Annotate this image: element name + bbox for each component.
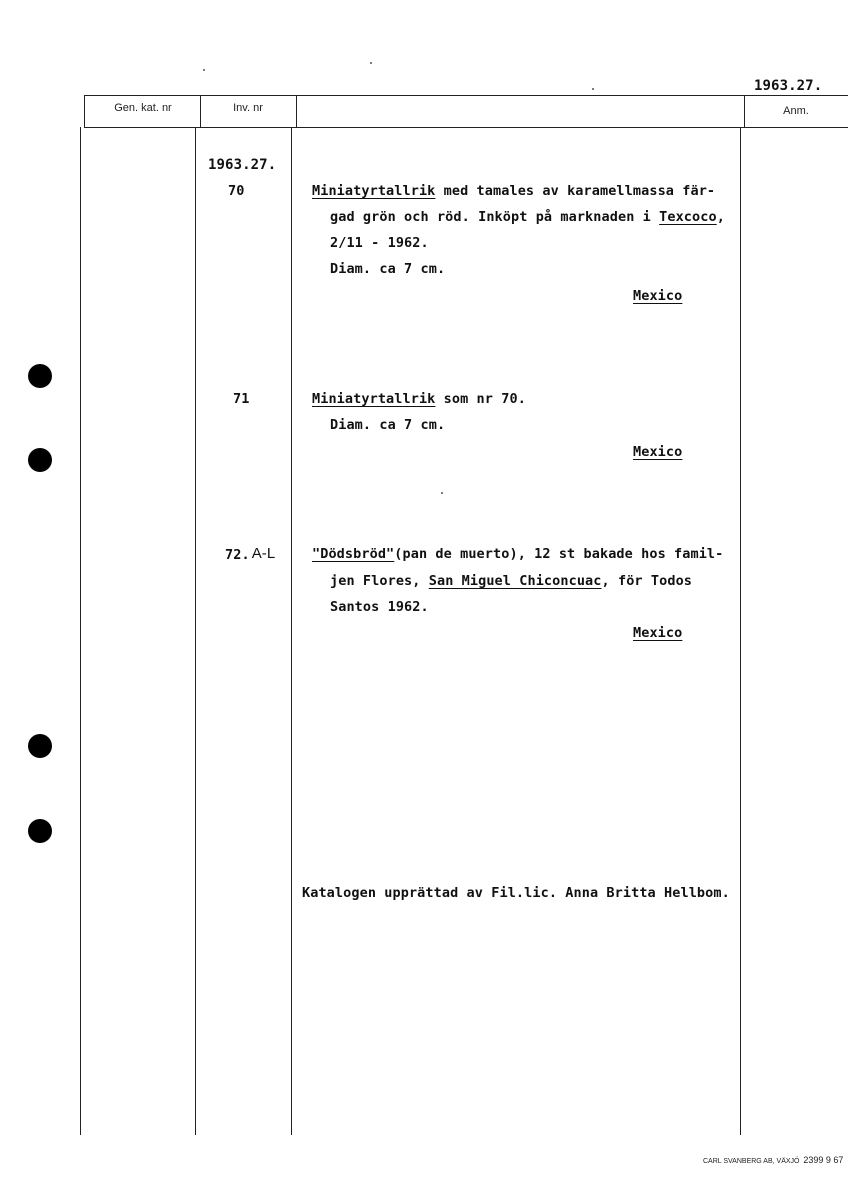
column-divider-left-body bbox=[80, 127, 81, 1135]
footer-form-code: 2399 9 67 bbox=[803, 1155, 844, 1165]
inv-nr-72-handwritten: A-L bbox=[251, 545, 276, 562]
column-divider-gen-inv bbox=[195, 127, 196, 1135]
series-number: 1963.27. bbox=[208, 157, 277, 173]
footer-printer: CARL SVANBERG AB, VÄXJÖ 2399 9 67 bbox=[703, 1155, 844, 1165]
entry-71-line-2: Diam. ca 7 cm. bbox=[330, 417, 446, 433]
entry-72-line-3: Santos 1962. bbox=[330, 599, 429, 615]
entry-70-line-3: 2/11 - 1962. bbox=[330, 235, 429, 251]
entry-70-place: Texcoco bbox=[659, 209, 717, 225]
punch-hole-3 bbox=[28, 734, 52, 758]
entry-70-line-2: gad grön och röd. Inköpt på marknaden i Texcoco, bbox=[330, 209, 725, 225]
column-divider-inv-desc-header bbox=[296, 95, 297, 127]
header-inv-nr: Inv. nr bbox=[233, 102, 263, 114]
column-divider-desc-anm bbox=[740, 127, 741, 1135]
header-bottom-rule bbox=[84, 127, 848, 128]
speck bbox=[441, 492, 443, 494]
column-divider-left-edge bbox=[84, 95, 85, 127]
punch-hole-2 bbox=[28, 448, 52, 472]
column-divider-inv-desc bbox=[291, 127, 292, 1135]
header-gen-kat-nr: Gen. kat. nr bbox=[114, 102, 172, 114]
entry-71-country: Mexico bbox=[633, 444, 683, 460]
header-anm: Anm. bbox=[783, 105, 809, 117]
catalog-signature: Katalogen upprättad av Fil.lic. Anna Britta Hellbom. bbox=[302, 885, 730, 901]
entry-72-line-1: "Dödsbröd"(pan de muerto), 12 st bakade hos famil- bbox=[312, 546, 724, 562]
entry-70-title: Miniatyrtallrik bbox=[312, 183, 436, 199]
entry-71-title: Miniatyrtallrik bbox=[312, 391, 436, 407]
entry-72-place: San Miguel Chiconcuac bbox=[428, 573, 602, 589]
speck bbox=[592, 88, 594, 90]
entry-70-line-4: Diam. ca 7 cm. bbox=[330, 261, 446, 277]
speck bbox=[370, 62, 372, 64]
inv-nr-71: 71 bbox=[233, 391, 250, 407]
inv-nr-70: 70 bbox=[228, 183, 245, 199]
punch-hole-1 bbox=[28, 364, 52, 388]
entry-72-title: "Dödsbröd" bbox=[312, 546, 395, 562]
entry-72-line-2: jen Flores, San Miguel Chiconcuac, för Todos bbox=[330, 573, 693, 589]
speck bbox=[203, 69, 205, 71]
entry-70-line-1: Miniatyrtallrik med tamales av karamellmassa fär- bbox=[312, 183, 716, 199]
catalog-number: 1963.27. bbox=[754, 78, 823, 94]
header-top-rule bbox=[84, 95, 848, 96]
entry-72-country: Mexico bbox=[633, 625, 683, 641]
punch-hole-4 bbox=[28, 819, 52, 843]
entry-71-line-1: Miniatyrtallrik som nr 70. bbox=[312, 391, 526, 407]
entry-70-country: Mexico bbox=[633, 288, 683, 304]
inv-nr-72: 72. A-L bbox=[225, 545, 276, 563]
